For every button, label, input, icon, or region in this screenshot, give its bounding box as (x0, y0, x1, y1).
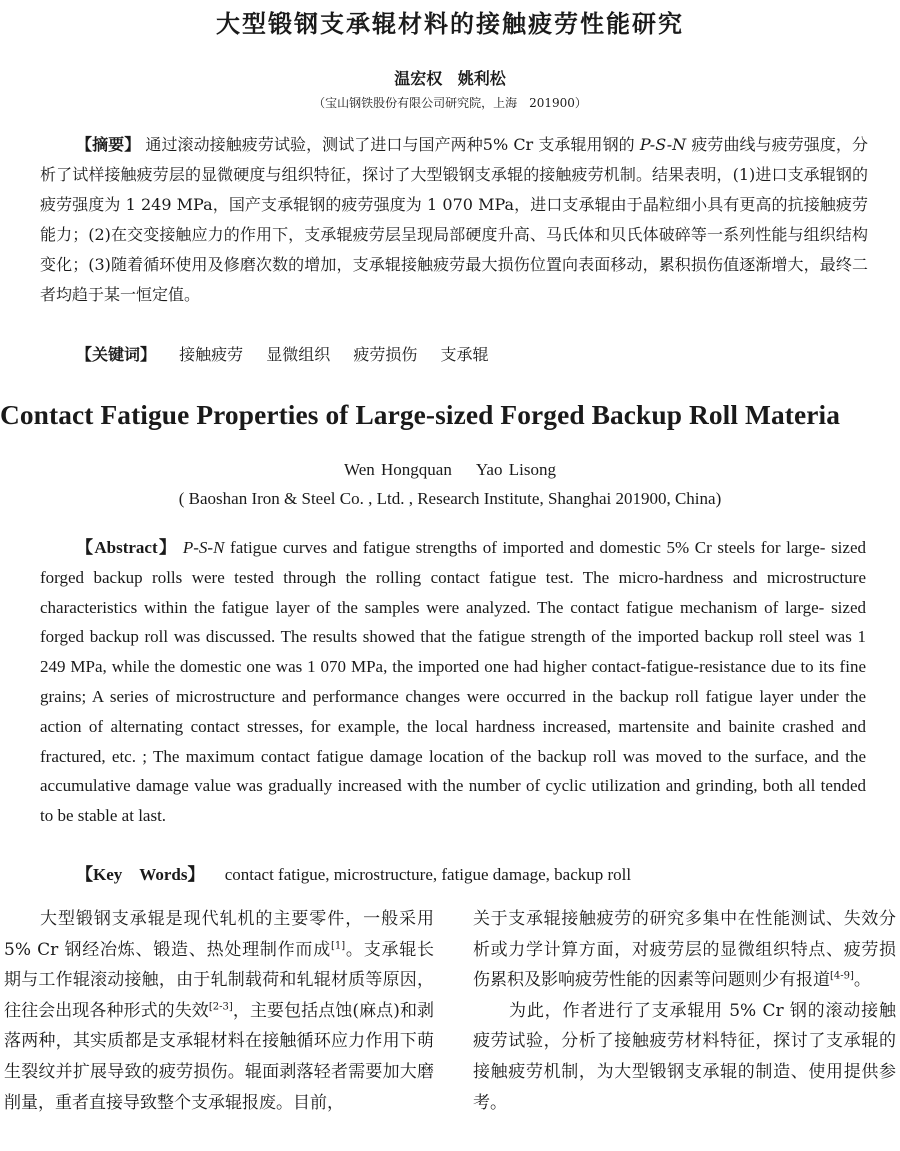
english-author: Wen Hongquan (344, 460, 452, 479)
body-paragraph (4, 904, 434, 1118)
english-title: Contact Fatigue Properties of Large-sized Forged Backup Roll Materia (0, 400, 841, 430)
body-text: ，主要包括点蚀(麻点)和剥落两种，其实质都是支承辊材料在接触循环应力作用下萌生裂纹并扩展导致的疲劳损伤。辊面剥落轻者需要加大磨削量，重者直接导致整个支承辊报废。目前， (4, 1000, 435, 1113)
chinese-keywords (76, 340, 868, 370)
body-paragraph (473, 904, 896, 996)
keyword: 疲劳损伤 (353, 345, 418, 364)
citation: [4-9] (830, 970, 854, 982)
english-abstract (40, 533, 866, 831)
chinese-abstract-text: 通过滚动接触疲劳试验，测试了进口与国产两种5% Cr 支承辊用钢的 (145, 135, 635, 154)
body-paragraph: 为此，作者进行了支承辊用 5% Cr 钢的滚动接触疲劳试验，分析了接触疲劳材料特征，探讨了支承辊的接触疲劳机制，为大型锻钢支承辊的制造、使用提供参考。 (473, 1000, 896, 1113)
chinese-authors: 温宏权 姚利松 (394, 69, 506, 88)
english-abstract-label: 【Abstract】 (76, 538, 178, 557)
chinese-abstract-label: 【摘要】 (76, 135, 141, 154)
body-text: 。 (853, 970, 871, 991)
keyword: 接触疲劳 (179, 345, 244, 364)
english-abstract-text: fatigue curves and fatigue strengths of imported and domestic 5% Cr steels for large- sized forged backup rolls were tested through the rolling contact fatigue test. The micro-hardness and microstructure characteristics within the fatigue layer of the samples were analyzed. The contact fatigue mechanism of large- sized forged backup roll was discussed. The results showed that the fatigue strength of the imported backup roll steel was 1 249 MPa, while the domestic one was 1 070 MPa, the imported one had higher contact-fatigue-resistance due to its fine grains; A series of microstructure and performance changes were occurred in the backup roll fatigue layer under the action of alternating contact stresses, for example, the local hardness increased, martensite and bainite crashed and fractured, etc. ; The maximum contact fatigue damage location of the backup roll was moved to the surface, and the accumulative damage value was gradually increased with the number of cyclic utilization and grinding, both all tended to be stable at last. (40, 538, 866, 826)
keyword: 支承辊 (440, 345, 489, 364)
english-keywords-text: contact fatigue, microstructure, fatigue damage, backup roll (224, 865, 632, 884)
chinese-affiliation: （宝山钢铁股份有限公司研究院，上海 201900） (313, 96, 587, 110)
body-column-right (473, 904, 896, 1118)
keyword: 显微组织 (266, 345, 331, 364)
english-affiliation: ( Baoshan Iron & Steel Co. , Ltd. , Research Institute, Shanghai 201900, China) (178, 489, 722, 508)
chinese-abstract (40, 130, 868, 310)
english-authors (0, 460, 900, 480)
body-text: 关于支承辊接触疲劳的研究多集中在性能测试、失效分析或力学计算方面，对疲劳层的显微组织特点、疲劳损伤累积及影响疲劳性能的因素等问题则少有报道 (473, 909, 896, 991)
chinese-abstract-psn: P-S-N (639, 135, 687, 154)
english-author: Yao Lisong (475, 460, 556, 479)
body-column-left (4, 904, 434, 1118)
chinese-keywords-label: 【关键词】 (76, 345, 157, 364)
english-keywords-label: 【Key Words】 (76, 865, 205, 884)
citation: [2-3] (208, 1001, 233, 1013)
chinese-abstract-text-2: 疲劳曲线与疲劳强度，分析了试样接触疲劳层的显微硬度与组织特征，探讨了大型锻钢支承辊的接触疲劳机制。结果表明，(1)进口支承辊钢的疲劳强度为 1 249 MPa，国产支承辊钢的疲劳强度为 1 070 MPa，进口支承辊由于晶粒细小具有更高的抗接触疲劳能力；(2)在交变接触应力的作用下，支承辊疲劳层呈现局部硬度升高、马氏体和贝氏体破碎等一系列性能与组织结构变化；(3)随着循环使用及修磨次数的增加，支承辊接触疲劳最大损伤位置向表面移动，累积损伤值逐渐增大，最终二者均趋于某一恒定值。 (40, 135, 868, 304)
body-text: 大型锻钢支承辊是现代轧机的主要零件，一般采用 5% Cr 钢经冶炼、锻造、热处理制作而成 (4, 909, 434, 960)
body-text: 。支承辊长期与工作辊滚动接触，由于轧制载荷和轧辊材质等原因，往往会出现各种形式的失效 (4, 939, 434, 1021)
english-abstract-psn: P-S-N (182, 538, 225, 557)
chinese-title: 大型锻钢支承辊材料的接触疲劳性能研究 (216, 10, 684, 38)
english-keywords (76, 860, 866, 890)
citation: [1] (330, 939, 346, 951)
